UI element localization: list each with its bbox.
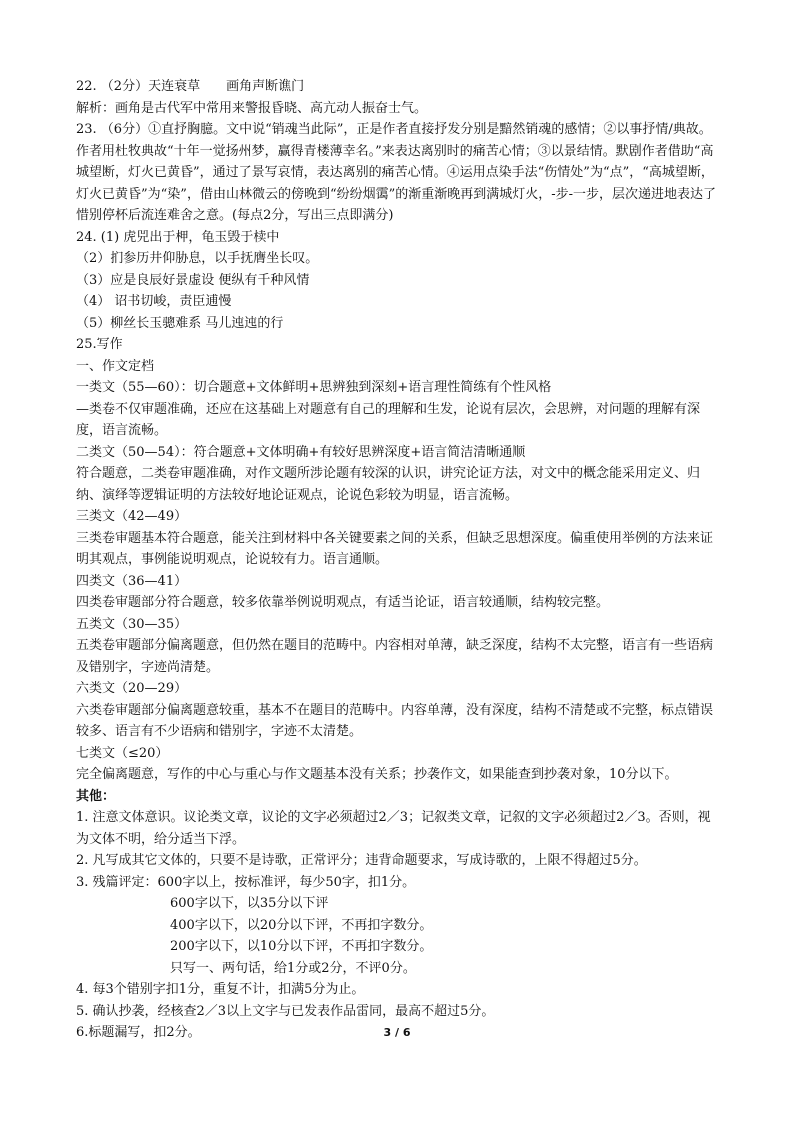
q22-answer: 22. （2分）天连衰草 画角声断谯门 [76, 79, 305, 94]
section-grading-heading: 一、作文定档 [76, 358, 155, 374]
grade-5-desc: 五类卷审题部分偏离题意，但仍然在题目的范畴中。内容相对单薄，缺乏深度，结构不太完整，语言有一些语病及错别字，字迹尚清楚。 [76, 638, 714, 675]
other-rule-1: 1. 注意文体意识。议论类文章，议论的文字必须超过2／3；记叙类文章，记叙的文字必须超过2／3。否则，视为文体不明，给分适当下浮。 [76, 810, 711, 847]
q24-item-1: 24. (1) 虎兕出于柙，龟玉毁于椟中 [76, 229, 280, 245]
other-rule-2: 2. 凡写成其它文体的，只要不是诗歌，正常评分；违背命题要求，写成诗歌的，上限不得超过5分。 [76, 853, 647, 868]
grade-6-desc: 六类卷审题部分偏离题意较重，基本不在题目的范畴中。内容单薄，没有深度，结构不清楚或不完整，标点错误较多、语言有不少语病和错别字，字迹不太清楚。 [76, 702, 714, 739]
document-body [76, 76, 722, 1044]
page-number: 3 / 6 [383, 1026, 411, 1039]
grade-5-heading: 五类文（30—35） [76, 616, 188, 632]
grade-4-desc: 四类卷审题部分符合题意，较多依靠举例说明观点，有适当论证，语言较通顺，结构较完整。 [76, 595, 610, 610]
other-rule-3-sub-2: 400字以下，以20分以下评，不再扣字数分。 [170, 917, 433, 933]
q24-item-3: （3）应是良辰好景虚设 便纵有千种风情 [76, 272, 310, 288]
grade-1-heading: 一类文（55—60）：切合题意+文体鲜明+思辨独到深刻+语言理性简练有个性风格 [76, 380, 552, 395]
grade-3-heading: 三类文（42—49） [76, 509, 188, 524]
q24-item-2: （2）扪参历井仰胁息，以手抚膺坐长叹。 [76, 251, 319, 266]
grade-7-heading: 七类文（≤20） [76, 745, 169, 761]
other-rule-3: 3. 残篇评定：600字以上，按标准评，每少50字，扣1分。 [76, 874, 416, 890]
other-rule-3-sub-3: 200字以下，以10分以下评，不再扣字数分。 [170, 939, 433, 954]
grade-7-desc: 完全偏离题意，写作的中心与重心与作文题基本没有关系；抄袭作文，如果能查到抄袭对象，10分以下。 [76, 767, 678, 782]
other-rule-4: 4. 每3个错别字扣1分，重复不计，扣满5分为止。 [76, 982, 365, 997]
other-rule-5: 5. 确认抄袭，经核查2／3以上文字与已发表作品雷同，最高不超过5分。 [76, 1003, 495, 1019]
grade-2-heading: 二类文（50—54）：符合题意+文体明确+有较好思辨深度+语言简洁清晰通顺 [76, 444, 526, 460]
grade-6-heading: 六类文（20—29） [76, 681, 188, 696]
q24-item-4: （4） 诏书切峻，责臣逋慢 [76, 294, 232, 309]
q25-heading: 25.写作 [76, 337, 123, 352]
other-heading: 其他： [76, 788, 116, 804]
q23-answer: 23. （6分）①直抒胸臆。文中说“销魂当此际”，正是作者直接抒发分别是黯然销魂的感情；②以事抒情/典故。作者用杜牧典故“十年一觉扬州梦，赢得青楼薄幸名。”来表达离别时的痛苦心情；③以景结情。默剧作者借助“高城望断，灯火已黄昏”，通过了景写哀情，表达离别的痛苦心情。④运用点染手法“伤情处”为“点”，“高城望断，灯火已黄昏”为“染”，借由山林微云的傍晚到“纷纷烟霭”的渐重渐晚再到满城灯火，-步-一步，层次递进地表达了惜别停杯后流连难舍之意。(每点2分，写出三点即满分) [76, 122, 717, 223]
grade-1-desc: —类卷不仅审题准确，还应在这基础上对题意有自己的理解和生发，论说有层次，会思辨，对问题的理解有深度，语言流畅。 [76, 401, 701, 438]
grade-2-desc: 符合题意，二类卷审题准确，对作文题所涉论题有较深的认识，讲究论证方法，对文中的概念能采用定义、归纳、演绎等逻辑证明的方法较好地论证观点，论说色彩较为明显，语言流畅。 [76, 466, 701, 503]
grade-3-desc: 三类卷审题基本符合题意，能关注到材料中各关键要素之间的关系，但缺乏思想深度。偏重使用举例的方法来证明其观点，事例能说明观点，论说较有力。语言通顺。 [76, 530, 714, 567]
q24-item-5: （5）柳丝长玉骢难系 马儿迍迍的行 [76, 315, 284, 331]
q22-analysis: 解析：画角是古代军中常用来警报昏晓、高亢动人振奋士气。 [76, 100, 428, 116]
other-rule-6: 6.标题漏写，扣2分。 [76, 1025, 201, 1040]
grade-4-heading: 四类文（36—41） [76, 573, 188, 589]
other-rule-3-sub-4: 只写一、两句话，给1分或2分，不评0分。 [170, 960, 416, 976]
other-rule-3-sub-1: 600字以下，以35分以下评 [170, 896, 329, 911]
